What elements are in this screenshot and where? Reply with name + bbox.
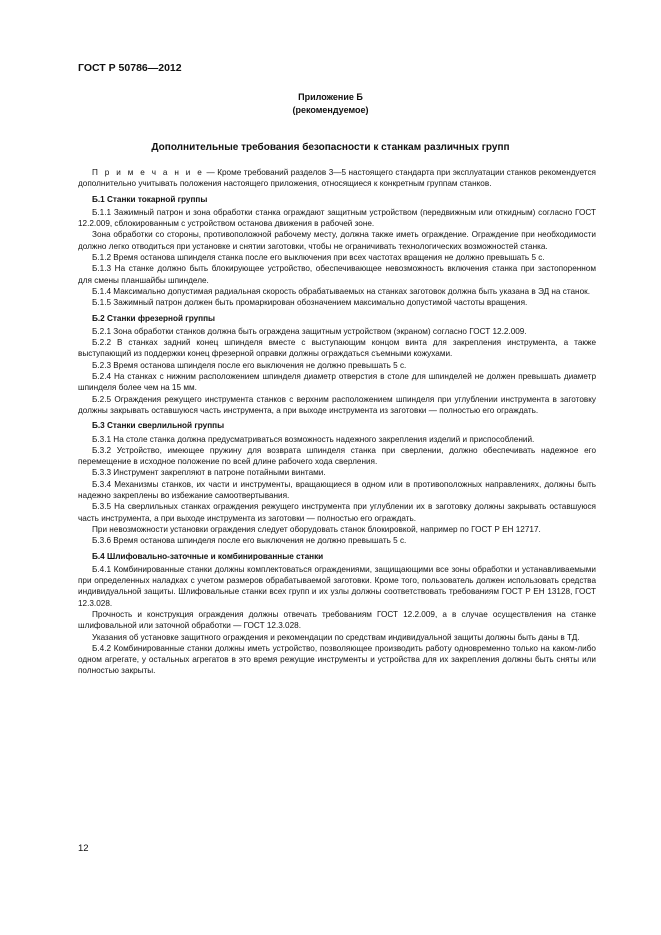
paragraph: Б.1.5 Зажимный патрон должен быть промаркирован обозначением максимально допустимой частоты вращения. [92, 298, 528, 308]
paragraph: Б.2.5 Ограждения режущего инструмента станков с верхним расположением шпинделя при углублении инструмента в заготовку должны закрывать оставшуюся часть инструмента, а при выходе инструмента из заготовки — полностью его ограждать. [78, 394, 596, 415]
paragraph: Б.3.6 Время останова шпинделя после его выключения не должно превышать 5 с. [92, 536, 407, 546]
section-heading: Б.2 Станки фрезерной группы [92, 313, 216, 323]
paragraph: Зона обработки со стороны, противоположной рабочему месту, должна также иметь ограждение. Ограждение при необходимости должно легко отводиться при установке и снятии заготовки, чтобы не ограничивать технологических возможностей станка. [78, 230, 596, 251]
note-text: — Кроме требований разделов 3—5 настоящего стандарта при эксплуатации станков рекомендуется дополнительно учитывать положения настоящего приложения, относящиеся к конкретным группам станков. [78, 168, 596, 189]
paragraph: Б.3.4 Механизмы станков, их части и инструменты, вращающиеся в одном или в противоположных направлениях, должны быть надежно закреплены во избежание самоотвертывания. [78, 479, 596, 501]
section-heading: Б.3 Станки сверлильной группы [92, 421, 225, 431]
page-number: 12 [78, 843, 89, 854]
appendix-status: (рекомендуемое) [292, 105, 369, 115]
section-heading: Б.1 Станки токарной группы [92, 194, 208, 204]
paragraph: Прочность и конструкция ограждения должны отвечать требованиям ГОСТ 12.2.009, а в случае осуществления на станке шлифовальной или заточной обработки — ГОСТ 12.3.028. [78, 609, 596, 631]
standard-code: ГОСТ Р 50786—2012 [78, 62, 182, 74]
paragraph: Б.1.3 На станке должно быть блокирующее устройство, обеспечивающее невозможность включения станка при застопоренном для смены планшайбы шпинделе. [78, 264, 596, 285]
note-label: П р и м е ч а н и е [92, 168, 205, 177]
paragraph: Б.1.1 Зажимный патрон и зона обработки станка ограждают защитным устройством (передвижным или откидным) согласно ГОСТ 12.2.009, сблокированным с устройством останова движения в рабочей зоне. [78, 207, 596, 229]
paragraph: Б.3.2 Устройство, имеющее пружину для возврата шпинделя станка при сверлении, должно обеспечивать надежное его перемещение в исходное положение по всей длине рабочего хода сверления. [78, 445, 596, 467]
note-paragraph [78, 167, 596, 190]
paragraph: Б.3.5 На сверлильных станках ограждения режущего инструмента при углублении их в заготовку должны закрывать оставшуюся часть инструмента, а при выходе инструмента из заготовки — полностью его ограждать. [78, 502, 596, 523]
paragraph: Б.2.1 Зона обработки станков должна быть ограждена защитным устройством (экраном) согласно ГОСТ 12.2.009. [92, 326, 527, 336]
appendix-title: Приложение Б [298, 92, 363, 102]
paragraph: Б.2.3 Время останова шпинделя после его выключения не должно превышать 5 с. [92, 360, 407, 370]
paragraph: Б.2.2 В станках задний конец шпинделя вместе с выступающим концом винта для закрепления инструмента, а также выступающий из поддержки конец фрезерной оправки должны ограждаться съемными кожухами. [78, 338, 596, 359]
paragraph: Б.4.1 Комбинированные станки должны комплектоваться ограждениями, защищающими все зоны обработки и устанавливаемыми при определенных наладках с учетом размеров обрабатываемой заготовки. Кроме того, пользователь должен использовать средства индивидуальной защиты. Шлифовальные станки всех групп и их узлы должны соответствовать требованиям ГОСТ Р ЕН 13128, ГОСТ 12.3.028. [78, 564, 596, 608]
main-title: Дополнительные требования безопасности к станкам различных групп [151, 142, 510, 153]
paragraph: Б.1.4 Максимально допустимая радиальная скорость обрабатываемых на станках заготовок должна быть указана в ЭД на станок. [92, 286, 590, 296]
paragraph: Б.3.3 Инструмент закрепляют в патроне потайными винтами. [92, 468, 326, 478]
section-heading: Б.4 Шлифовально-заточные и комбинированные станки [92, 551, 324, 561]
paragraph: Б.4.2 Комбинированные станки должны иметь устройство, позволяющее производить работу одновременно только на каком-либо одном агрегате, у остальных агрегатов в это время режущие инструменты и устройства для их закрепления должны быть сняты или полностью закрыты. [78, 643, 596, 676]
paragraph: При невозможности установки ограждения следует оборудовать станок блокировкой, например по ГОСТ Р ЕН 12717. [92, 524, 541, 534]
paragraph: Б.3.1 На столе станка должна предусматриваться возможность надежного закрепления изделий и приспособлений. [92, 434, 535, 444]
document-body [78, 167, 596, 677]
paragraph: Б.1.2 Время останова шпинделя станка после его выключения при всех частотах вращения не должно превышать 5 с. [92, 253, 545, 263]
paragraph: Указания об установке защитного ограждения и рекомендации по средствам индивидуальной защиты должны быть даны в ТД. [92, 632, 580, 642]
paragraph: Б.2.4 На станках с нижним расположением шпинделя диаметр отверстия в столе для шпинделей не должен превышать диаметр шпинделя более чем на 15 мм. [78, 372, 596, 393]
